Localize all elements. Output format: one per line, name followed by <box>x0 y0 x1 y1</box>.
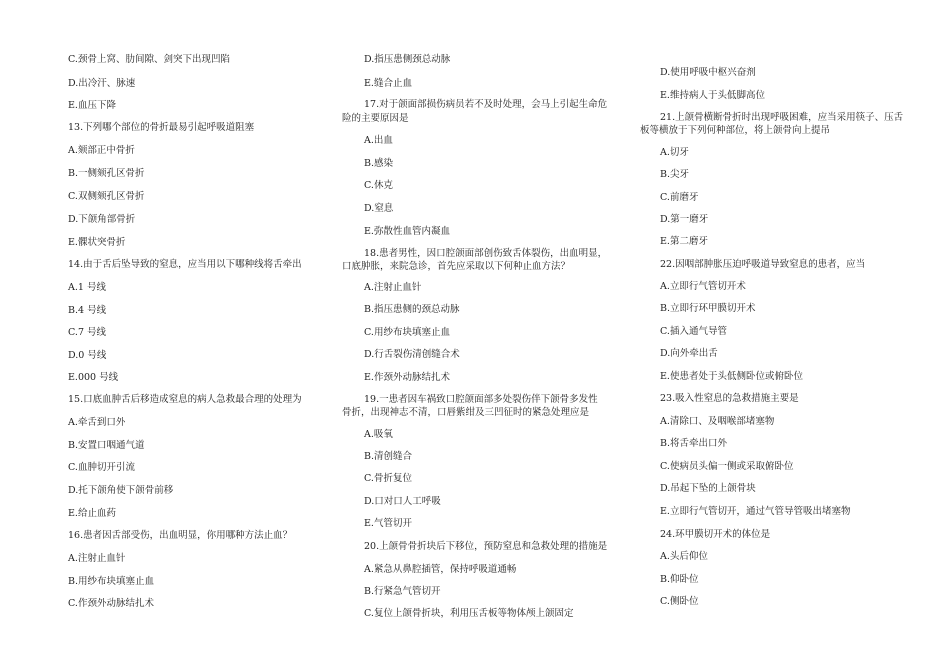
col2-line-8: E.弥散性血管内凝血 <box>364 226 450 237</box>
col1-line-3: 13.下列哪个部位的骨折最易引起呼吸道阻塞 <box>68 122 255 133</box>
col3-line-5: B.尖牙 <box>660 169 690 180</box>
col1-line-21: 16.患者因舌部受伤，出血明显，你用哪种方法止血？ <box>68 530 293 541</box>
col2-line-15: E.作颈外动脉结扎术 <box>364 372 450 383</box>
col3-line-11: B.立即行环甲膜切开术 <box>660 303 756 314</box>
col2-line-0: D.指压患侧颈总动脉 <box>364 54 451 65</box>
col1-line-9: 14.由于舌后坠导致的窒息，应当用以下哪种线将舌牵出 <box>68 259 302 270</box>
col3-line-16: A.清除口、及咽喉部堵塞物 <box>660 416 775 427</box>
col1-line-12: C.7 号线 <box>68 327 107 338</box>
col1-line-24: C.作颈外动脉结扎术 <box>68 598 154 609</box>
col3-line-0: D.使用呼吸中枢兴奋剂 <box>660 67 756 78</box>
col1-line-8: E.髁状突骨折 <box>68 237 126 248</box>
col2-line-22: E.气管切开 <box>364 518 412 529</box>
col3-line-2: 21.上颌骨横断骨折时出现呼吸困难，应当采用筷子、压舌 <box>660 112 904 123</box>
col1-line-6: C.双侧颏孔区骨折 <box>68 191 145 202</box>
col2-line-5: B.感染 <box>364 158 394 169</box>
col3-line-4: A.切牙 <box>660 147 689 158</box>
col1-line-16: A.牵舌到口外 <box>68 417 126 428</box>
col1-line-20: E.给止血药 <box>68 508 116 519</box>
col1-line-11: B.4 号线 <box>68 305 107 316</box>
col3-line-20: E.立即行气管切开，通过气管导管吸出堵塞物 <box>660 506 851 517</box>
col2-line-2: 17.对于颌面部损伤病员若不及时处理，会马上引起生命危 <box>364 99 608 110</box>
col3-line-21: 24.环甲膜切开术的体位是 <box>660 529 771 540</box>
col3-line-10: A.立即行气管切开术 <box>660 281 746 292</box>
col2-line-13: C.用纱布块填塞止血 <box>364 327 450 338</box>
col3-line-13: D.向外牵出舌 <box>660 348 718 359</box>
col1-line-15: 15.口底血肿舌后移造成窒息的病人急救最合理的处理为 <box>68 394 302 405</box>
col3-line-22: A.头后仰位 <box>660 551 708 562</box>
col1-line-13: D.0 号线 <box>68 350 107 361</box>
col3-line-24: C.侧卧位 <box>660 596 699 607</box>
col3-line-8: E.第二磨牙 <box>660 236 708 247</box>
col2-line-9: 18.患者男性，因口腔颌面部创伤致舌体裂伤，出血明显， <box>364 248 608 259</box>
col3-line-23: B.仰卧位 <box>660 574 699 585</box>
col3-line-12: C.插入通气导管 <box>660 326 727 337</box>
col2-line-19: B.清创缝合 <box>364 451 413 462</box>
col1-line-4: A.颏部正中骨折 <box>68 145 135 156</box>
col2-line-23: 20.上颌骨骨折块后下移位，预防窒息和急救处理的措施是 <box>364 541 608 552</box>
col2-line-10: 口底肿胀，来院急诊，首先应采取以下何种止血方法？ <box>342 261 571 272</box>
col3-line-14: E.使患者处于头低侧卧位或俯卧位 <box>660 371 803 382</box>
col2-line-3: 险的主要原因是 <box>342 113 409 124</box>
col3-line-7: D.第一磨牙 <box>660 214 709 225</box>
col1-line-5: B.一侧颏孔区骨折 <box>68 168 145 179</box>
col1-line-22: A.注射止血针 <box>68 553 126 564</box>
col1-line-10: A.1 号线 <box>68 282 106 293</box>
col3-line-17: B.将舌牵出口外 <box>660 438 728 449</box>
col2-line-20: C.骨折复位 <box>364 473 412 484</box>
col3-line-3: 板等横放于下列何种部位，将上颌骨向上提吊 <box>640 125 831 136</box>
col2-line-25: B.行紧急气管切开 <box>364 586 441 597</box>
col2-line-6: C.休克 <box>364 180 393 191</box>
col3-line-15: 23.吸入性窒息的急救措施主要是 <box>660 393 799 404</box>
col2-line-7: D.窒息 <box>364 203 394 214</box>
col3-line-9: 22.因咽部肿胀压迫呼吸道导致窒息的患者，应当 <box>660 259 866 270</box>
col2-line-16: 19.一患者因车祸致口腔颌面部多处裂伤伴下颌骨多发性 <box>364 394 598 405</box>
col2-line-18: A.吸氧 <box>364 429 393 440</box>
col2-line-17: 骨折，出现神志不清，口唇紫绀及三凹征时的紧急处理应是 <box>342 407 590 418</box>
col1-line-18: C.血肿切开引流 <box>68 462 135 473</box>
col2-line-11: A.注射止血针 <box>364 282 422 293</box>
col3-line-6: C.前磨牙 <box>660 192 699 203</box>
col1-line-2: E.血压下降 <box>68 100 116 111</box>
col2-line-12: B.指压患侧的颈总动脉 <box>364 304 460 315</box>
col1-line-0: C.颈骨上窝、肋间隙、剑突下出现凹陷 <box>68 54 230 65</box>
col2-line-4: A.出血 <box>364 135 393 146</box>
col3-line-1: E.维持病人于头低脚高位 <box>660 90 765 101</box>
col1-line-23: B.用纱布块填塞止血 <box>68 576 155 587</box>
col2-line-21: D.口对口人工呼吸 <box>364 496 441 507</box>
col1-line-14: E.000 号线 <box>68 372 119 383</box>
col2-line-14: D.行舌裂伤清创缝合术 <box>364 349 460 360</box>
col1-line-7: D.下颌角部骨折 <box>68 214 136 225</box>
col3-line-19: D.吊起下坠的上颌骨块 <box>660 483 756 494</box>
col2-line-24: A.紧急从鼻腔插管，保持呼吸道通畅 <box>364 564 517 575</box>
col1-line-1: D.出冷汗、脉速 <box>68 78 136 89</box>
col1-line-19: D.托下颌角使下颌骨前移 <box>68 485 174 496</box>
col1-line-17: B.安置口咽通气道 <box>68 440 145 451</box>
col3-line-18: C.使病员头偏一侧或采取俯卧位 <box>660 461 794 472</box>
col2-line-26: C.复位上颌骨折块，利用压舌板等物体颅上颌固定 <box>364 608 574 619</box>
col2-line-1: E.缝合止血 <box>364 78 412 89</box>
